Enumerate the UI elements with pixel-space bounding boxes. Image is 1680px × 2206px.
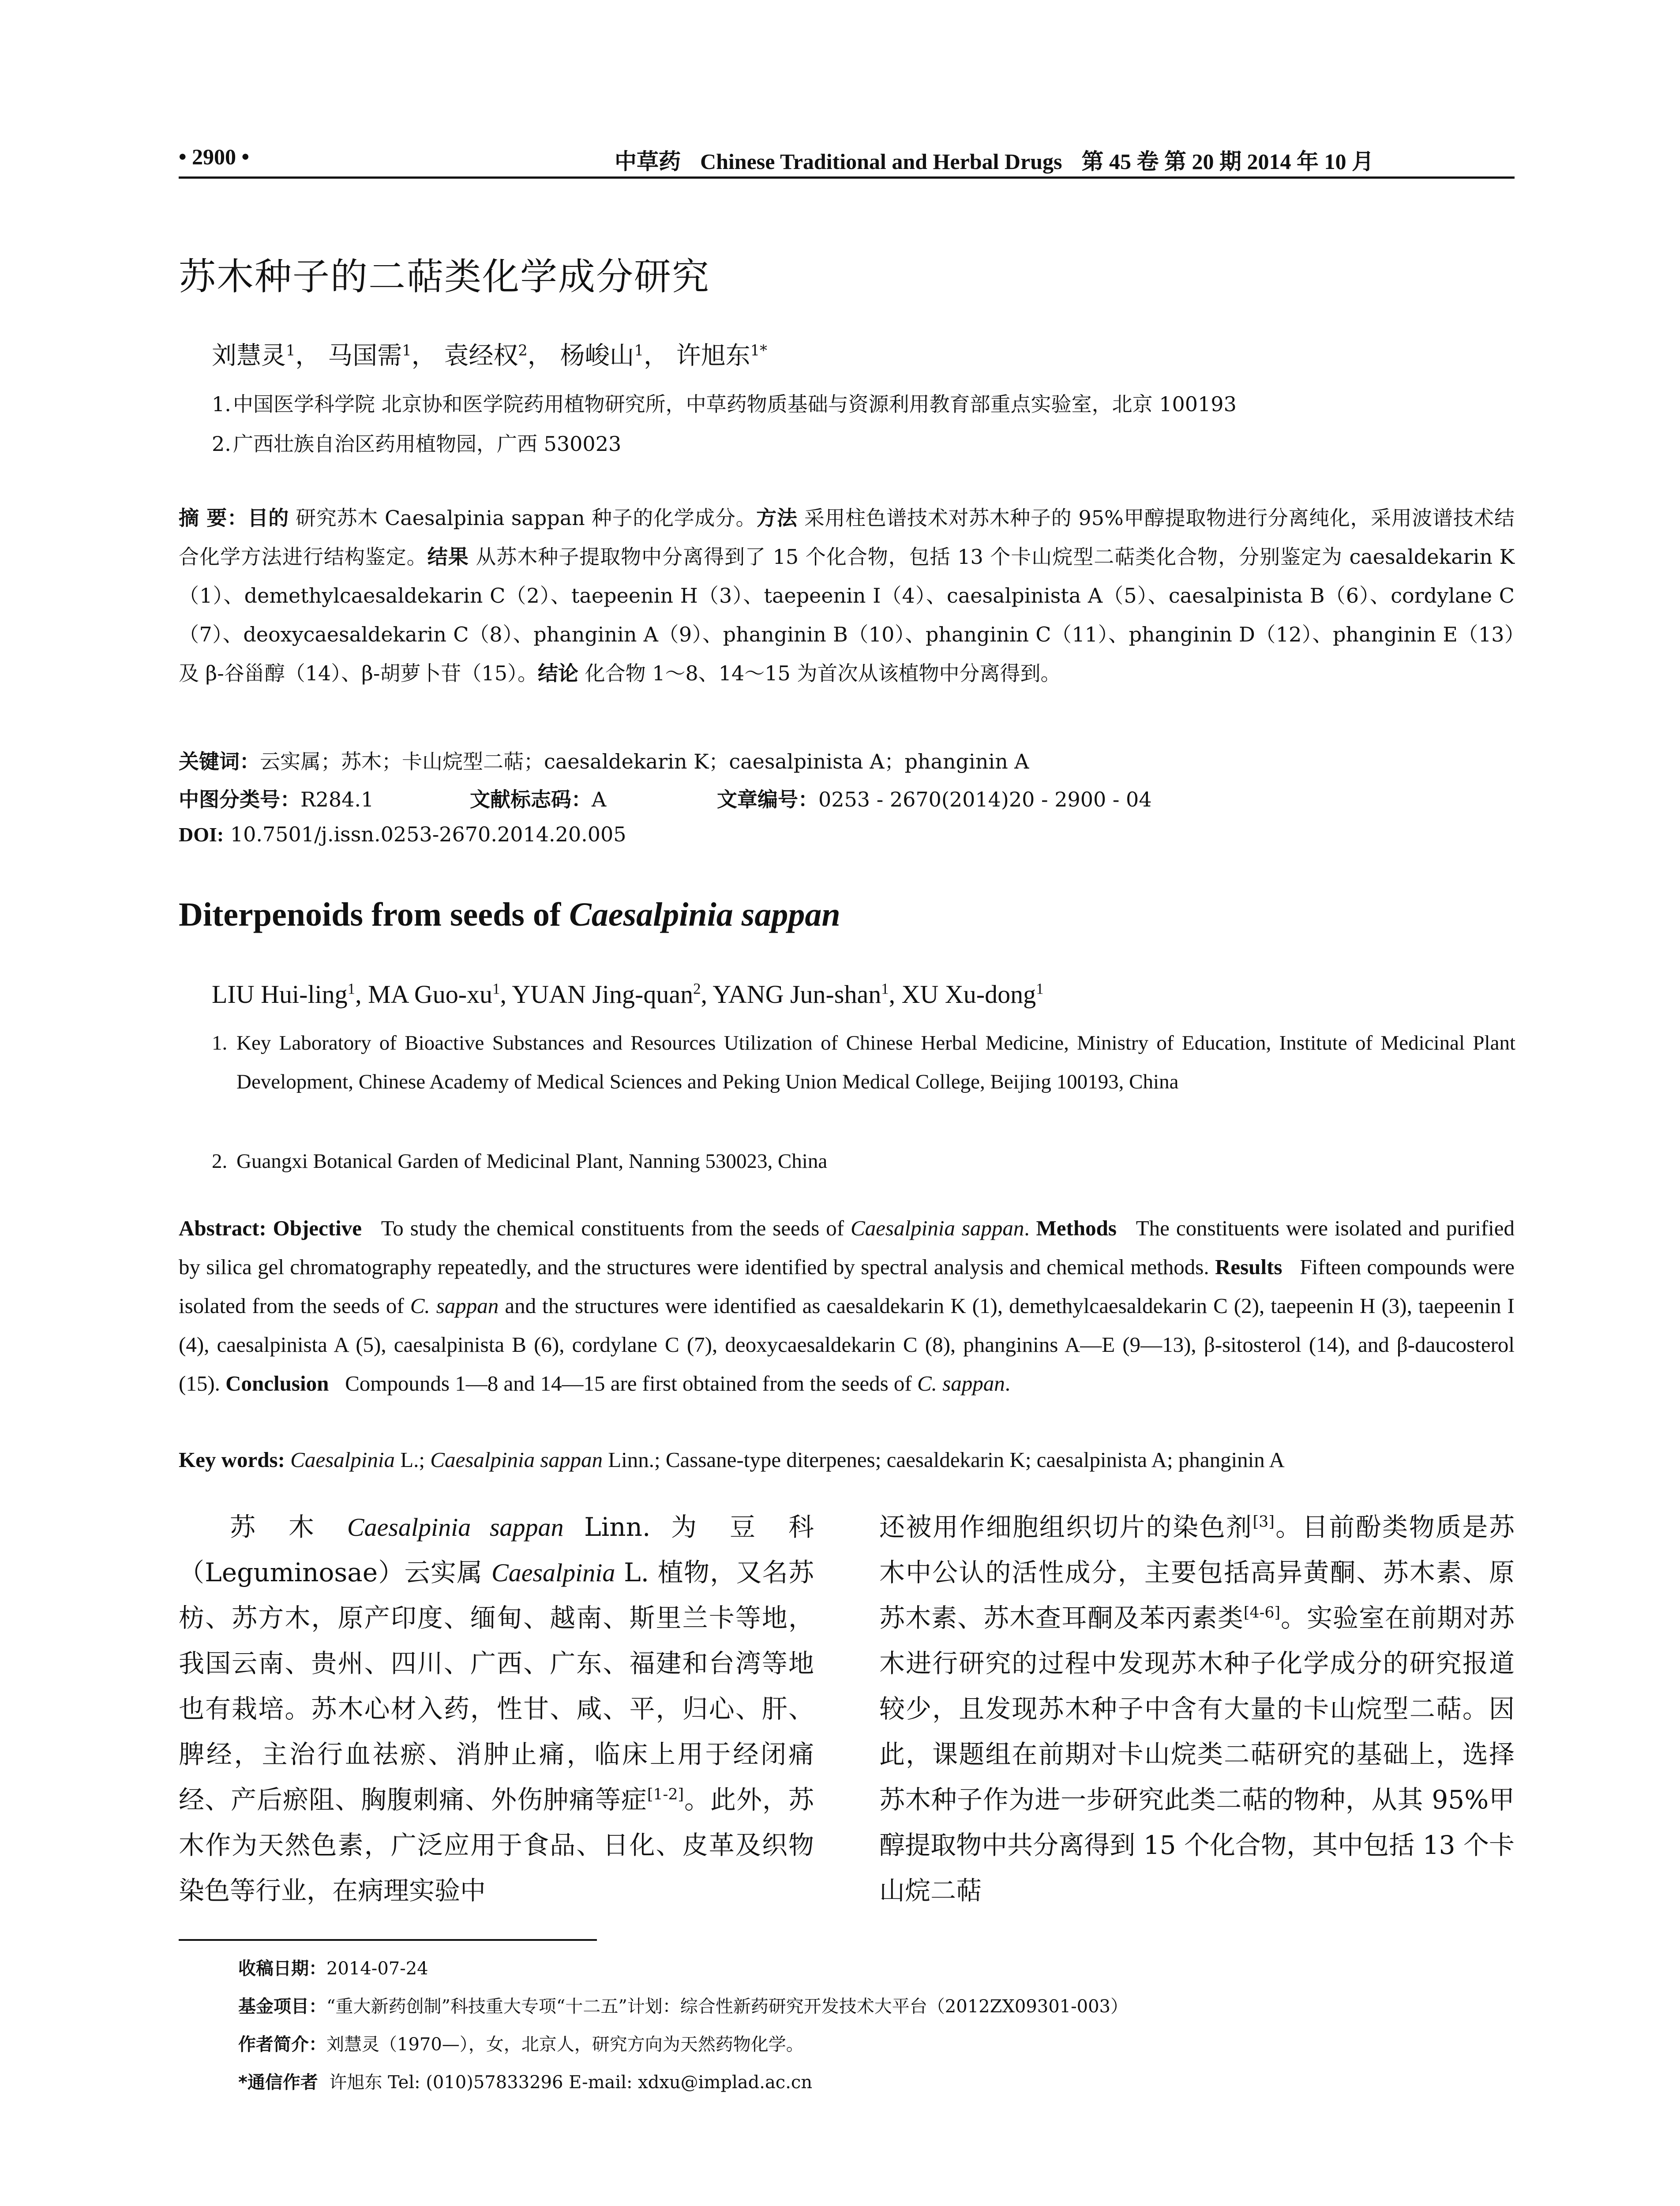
conclusion-label: 结论 <box>537 661 578 685</box>
footnote-text: “重大新药创制”科技重大专项“十二五”计划：综合性新药研究开发技术大平台（2012ZX09301-003） <box>326 1996 1128 2017</box>
species-name: C. sappan <box>410 1294 499 1318</box>
body-text: 。目前酚类物质是苏木中公认的活性成分，主要包括高异黄酮、苏木素、原苏木素、苏木查耳酮及苯丙素类 <box>879 1512 1515 1633</box>
author-separator: ， <box>411 341 436 370</box>
keywords-label: Key words: <box>179 1448 285 1472</box>
journal-info <box>615 144 1374 176</box>
methods-label: 方法 <box>756 506 798 530</box>
objective-text: To study the chemical constituents from the seeds of <box>381 1216 851 1240</box>
body-text: 苏 木 <box>230 1512 347 1542</box>
results-text: Fifteen compounds were isolated from the seeds of <box>179 1255 1515 1318</box>
author-separator: ， <box>295 341 320 370</box>
keywords-cn <box>179 746 1029 775</box>
author-affiliation-mark: 1* <box>750 341 767 359</box>
body-text: 。实验室在前期对苏木进行研究的过程中发现苏木种子化学成分的研究报道较少，且发现苏木种子中含有大量的卡山烷型二萜。因此，课题组在前期对卡山烷类二萜研究的基础上，选择苏木种子作为进一步研究此类二萜的物种，从其 95%甲醇提取物中共分离得到 15 个化合物，其中包括 13 个卡山烷二萜 <box>879 1603 1515 1906</box>
author-name: 马国需 <box>328 341 402 370</box>
doi-line <box>179 822 626 846</box>
keyword-text: Linn.; Cassane-type diterpenes; caesaldekarin K; caesalpinista A; phanginin A <box>602 1448 1285 1472</box>
species-name: C. sappan <box>917 1371 1005 1396</box>
body-column-left <box>179 1504 814 1913</box>
author-separator: , <box>701 980 713 1009</box>
article-number-label: 文章编号： <box>717 788 818 811</box>
journal-name-cn: 中草药 <box>615 148 681 174</box>
citation-ref[interactable]: [3] <box>1252 1513 1275 1531</box>
methods-label: Methods <box>1036 1216 1117 1240</box>
objective-label: 目的 <box>248 506 289 530</box>
affiliation-cn <box>212 388 1237 417</box>
affiliation-number: 1. <box>212 392 231 416</box>
punctuation: . <box>1005 1371 1010 1396</box>
objective-label: Objective <box>273 1216 362 1240</box>
clc-label: 中图分类号： <box>179 788 300 811</box>
keywords-en <box>179 1447 1515 1472</box>
author-name: XU Xu-dong <box>901 980 1036 1009</box>
article-title-cn: 苏木种子的二萜类化学成分研究 <box>179 255 710 298</box>
affiliation-number: 2. <box>212 432 231 456</box>
footnote-fund <box>238 1992 1128 2018</box>
footnote-text: 2014-07-24 <box>326 1958 428 1979</box>
title-text: Diterpenoids from seeds of <box>179 896 570 933</box>
author-list-cn <box>212 336 767 371</box>
results-text: and the structures were identified as caesaldekarin K (1), demethylcaesaldekarin C (2), taepeenin H (3), taepeenin I (4), caesalpinista A (5), caesalpinista B (6), cordylane C (7), deoxycaesaldekarin C (8), phanginins A—E (9—13), β-sitosterol (14), and β-daucosterol (15). <box>179 1294 1515 1396</box>
author-name: YUAN Jing-quan <box>512 980 694 1009</box>
affiliation-text: Key Laboratory of Bioactive Substances and Resources Utilization of Chinese Herbal Medicine, Ministry of Education, Institute of Medicinal Plant Development, Chinese Academy of Medical Sciences and Peking Union Medical College, Beijing 100193, China <box>236 1032 1515 1093</box>
body-column-right <box>879 1504 1515 1913</box>
classification-line <box>179 784 1152 813</box>
conclusion-label: Conclusion <box>225 1371 329 1396</box>
footnote-text: 刘慧灵（1970—），女，北京人，研究方向为天然药物化学。 <box>326 2034 804 2055</box>
citation-ref[interactable]: [1-2] <box>647 1786 684 1804</box>
punctuation: . <box>1024 1216 1030 1240</box>
citation-ref[interactable]: [4-6] <box>1243 1604 1281 1622</box>
methods-text: 采用柱色谱技术对苏木种子的 95%甲醇提取物进行分离纯化，采用波谱技术结合化学方法进行结构鉴定。 <box>179 506 1515 569</box>
genus-name: Caesalpinia <box>491 1558 615 1587</box>
author-name: 刘慧灵 <box>212 341 286 370</box>
author-affiliation-mark: 1 <box>286 341 296 359</box>
author-affiliation-mark: 1 <box>634 341 644 359</box>
keywords-label: 关键词： <box>179 750 260 773</box>
methods-text: The constituents were isolated and purified by silica gel chromatography repeatedly, and the structures were identified by spectral analysis and chemical methods. <box>179 1216 1515 1279</box>
page-number: • 2900 • <box>179 144 250 169</box>
author-separator: , <box>500 980 512 1009</box>
body-text: 。此外，苏木作为天然色素，广泛应用于食品、日化、皮革及织物染色等行业，在病理实验中 <box>179 1785 814 1906</box>
author-name: LIU Hui-ling <box>212 980 348 1009</box>
conclusion-text: Compounds 1—8 and 14—15 are first obtained from the seeds of <box>345 1371 917 1396</box>
abstract-label: 摘 要： <box>179 506 248 530</box>
author-affiliation-mark: 2 <box>693 980 701 998</box>
affiliation-text: Guangxi Botanical Garden of Medicinal Plant, Nanning 530023, China <box>236 1150 828 1173</box>
footnote-label: 基金项目： <box>238 1996 326 2017</box>
affiliation-text: 中国医学科学院 北京协和医学院药用植物研究所，中草药物质基础与资源利用教育部重点实验室，北京 100193 <box>233 392 1237 416</box>
results-label: Results <box>1215 1255 1282 1279</box>
footnote-label: 作者简介： <box>238 2034 326 2055</box>
affiliation-en <box>212 1142 1515 1181</box>
running-header <box>179 140 1515 176</box>
footnote-label: 收稿日期： <box>238 1958 326 1979</box>
affiliation-number: 2. <box>212 1150 228 1173</box>
results-text: 从苏木种子提取物中分离得到了 15 个化合物，包括 13 个卡山烷型二萜类化合物，分别鉴定为 caesaldekarin K（1）、demethylcaesaldekarin C（2）、taepeenin H（3）、taepeenin I（4）、caesalpinista A（5）、caesalpinista B（6）、cordylane C（7）、deoxycaesaldekarin C（8）、phanginin A（9）、phanginin B（10）、phanginin C（11）、phanginin D（12）、phanginin E（13）及 β-谷甾醇（14）、β-胡萝卜苷（15）。 <box>179 545 1515 685</box>
author-affiliation-mark: 2 <box>518 341 528 359</box>
body-text: Linn. 为 豆 科（Leguminosae）云实属 <box>179 1512 814 1587</box>
author-name: 袁经权 <box>444 341 518 370</box>
article-title-en <box>179 896 840 934</box>
footnote-text: 许旭东 Tel: (010)57833296 E-mail: xdxu@implad.ac.cn <box>329 2072 813 2093</box>
author-name: MA Guo-xu <box>368 980 493 1009</box>
doc-code: A <box>592 788 607 811</box>
conclusion-text: 化合物 1～8、14～15 为首次从该植物中分离得到。 <box>585 661 1061 685</box>
author-name: 杨峻山 <box>560 341 634 370</box>
affiliation-cn <box>212 428 621 457</box>
header-rule <box>179 176 1515 179</box>
author-affiliation-mark: 1 <box>1036 980 1044 998</box>
body-text: 还被用作细胞组织切片的染色剂 <box>879 1512 1253 1542</box>
author-affiliation-mark: 1 <box>402 341 412 359</box>
clc-code: R284.1 <box>300 788 374 811</box>
author-separator: , <box>889 980 902 1009</box>
keyword-genus: Caesalpinia <box>290 1448 395 1472</box>
author-affiliation-mark: 1 <box>492 980 500 998</box>
author-affiliation-mark: 1 <box>881 980 889 998</box>
title-species: Caesalpinia sappan <box>569 896 840 933</box>
abstract-label: Abstract: <box>179 1216 266 1240</box>
article-number: 0253 - 2670(2014)20 - 2900 - 04 <box>818 788 1152 811</box>
author-list-en <box>212 979 1044 1009</box>
affiliation-text: 广西壮族自治区药用植物园，广西 530023 <box>233 432 622 456</box>
doi-link[interactable]: 10.7501/j.issn.0253-2670.2014.20.005 <box>230 822 626 846</box>
keywords-text: 云实属；苏木；卡山烷型二萜；caesaldekarin K；caesalpinista A；phanginin A <box>260 750 1029 773</box>
abstract-cn <box>179 499 1515 693</box>
results-label: 结果 <box>427 545 469 569</box>
species-name: Caesalpinia sappan <box>347 1513 564 1542</box>
footnote-label: *通信作者 <box>238 2072 318 2093</box>
objective-text: 研究苏木 Caesalpinia sappan 种子的化学成分。 <box>296 506 757 530</box>
abstract-en <box>179 1209 1515 1403</box>
footnote-corresponding <box>238 2068 812 2093</box>
author-separator: , <box>355 980 368 1009</box>
journal-name-en: Chinese Traditional and Herbal Drugs <box>700 149 1062 174</box>
footnote-rule <box>179 1939 597 1941</box>
author-affiliation-mark: 1 <box>347 980 356 998</box>
affiliation-number: 1. <box>212 1032 228 1054</box>
doc-code-label: 文献标志码： <box>470 788 592 811</box>
keyword-text: L.; <box>394 1448 431 1472</box>
author-name: YANG Jun-shan <box>712 980 881 1009</box>
journal-issue: 第 45 卷 第 20 期 2014 年 10 月 <box>1081 149 1374 174</box>
doi-label: DOI: <box>179 823 224 846</box>
footnote-received <box>238 1955 428 1980</box>
footnote-author-bio <box>238 2030 804 2056</box>
species-name: Caesalpinia sappan <box>851 1216 1024 1240</box>
body-text: L. 植物，又名苏枋、苏方木，原产印度、缅甸、越南、斯里兰卡等地，我国云南、贵州、四川、广西、广东、福建和台湾等地也有栽培。苏木心材入药，性甘、咸、平，归心、肝、脾经，主治行血祛瘀、消肿止痛，临床上用于经闭痛经、产后瘀阻、胸腹刺痛、外伤肿痛等症 <box>179 1557 814 1815</box>
author-separator: ， <box>643 341 668 370</box>
author-name: 许旭东 <box>676 341 750 370</box>
keyword-species: Caesalpinia sappan <box>430 1448 603 1472</box>
affiliation-en <box>212 1024 1515 1101</box>
author-separator: ， <box>527 341 552 370</box>
